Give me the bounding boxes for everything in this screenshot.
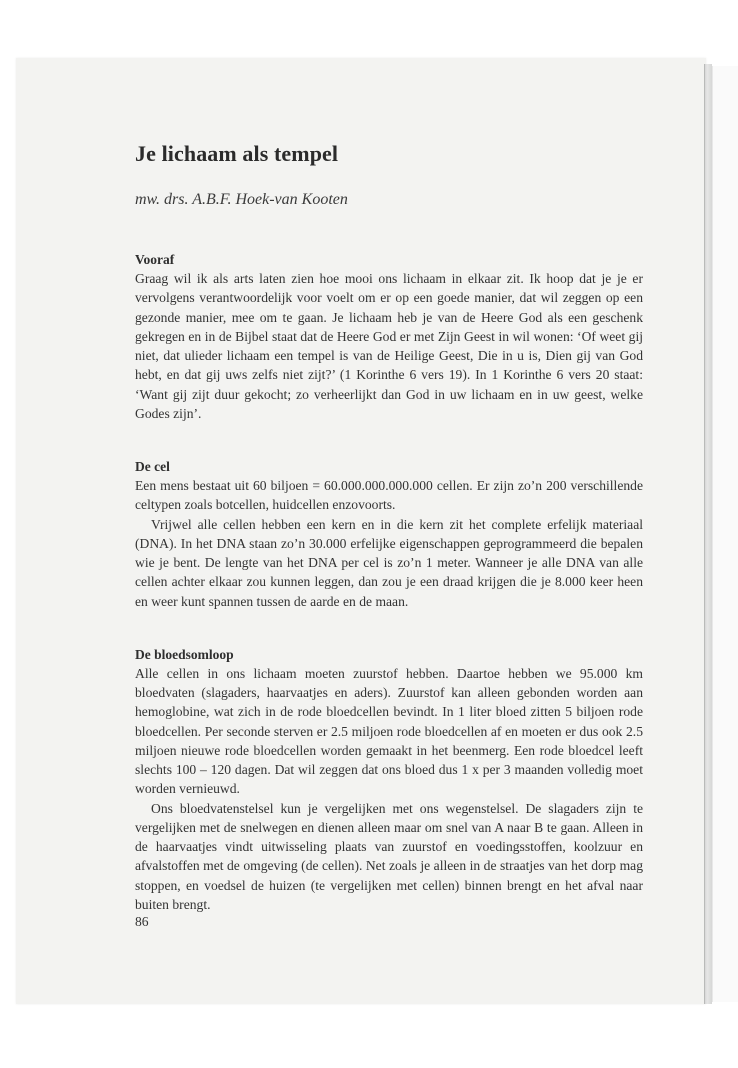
article-author: mw. drs. A.B.F. Hoek-van Kooten [135, 191, 348, 208]
section-heading: De cel [135, 459, 170, 474]
article-title: Je lichaam als tempel [135, 141, 339, 166]
section-paragraph: Vrijwel alle cellen hebben een kern en in die kern zit het complete erfelijk materiaal (DNA). In het DNA staan zo’n 30.000 erfelijke eigenschappen geprogrammeerd die bepalen wie je bent. De lengte van het DNA per cel is zo’n 1 meter. Wanneer je alle DNA van alle cellen achter elkaar zou kunnen leggen, dan zou je een draad krijgen die je 8.000 keer heen en weer kunt spannen tussen de aarde en de maan. [135, 516, 643, 609]
page-gutter-edge [704, 64, 712, 1004]
article-body [135, 140, 643, 914]
section-paragraph: Graag wil ik als arts laten zien hoe mooi ons lichaam in elkaar zit. Ik hoop dat je je er vervolgens verantwoordelijk voor voelt om er op een goede manier, dat wil zeggen op een gezonde manier, mee om te gaan. Je lichaam heb je van de Heere God als een geschenk gekregen en in de Bijbel staat dat de Heere God er met Zijn Geest in wil wonen: ‘Of weet gij niet, dat ulieder lichaam een tempel is van de Heilige Geest, Die in u is, Dien gij van God hebt, en dat gij uws zelfs niet zijt?’ (1 Korinthe 6 vers 19). In 1 Korinthe 6 vers 20 staat: ‘Want gij zijt duur gekocht; zo verheerlijkt dan God in uw lichaam en in uw geest, welke Godes zijn’. [135, 271, 643, 421]
section-heading: De bloedsomloop [135, 646, 234, 662]
section-heading: Vooraf [135, 252, 175, 267]
section-vooraf [135, 250, 643, 423]
page-number: 86 [135, 914, 149, 929]
section-paragraph: Ons bloedvatenstelsel kun je vergelijken met ons wegenstelsel. De slagaders zijn te vergelijken met de snelwegen en dienen alleen maar om snel van A naar B te gaan. Alleen in de haarvaatjes vindt uitwisseling plaats van zuurstof en voedingsstoffen, koolzuur en afvalstoffen met de omgeving (de cellen). Net zoals je alleen in de straatjes van het dorp mag stoppen, en voedsel de huizen (te vergelijken met cellen) binnen brengt en het afval naar buiten brengt. [135, 800, 643, 912]
next-page-edge [712, 66, 738, 1002]
section-de-cel [135, 457, 643, 611]
section-de-bloedsomloop [135, 645, 643, 914]
section-paragraph: Een mens bestaat uit 60 biljoen = 60.000.000.000.000 cellen. Er zijn zo’n 200 verschillende celtypen zoals botcellen, huidcellen enzovoorts. [135, 478, 643, 513]
section-paragraph: Alle cellen in ons lichaam moeten zuurstof hebben. Daartoe hebben we 95.000 km bloedvaten (slagaders, haarvaatjes en aders). Zuurstof kan alleen gebonden worden aan hemoglobine, wat zich in de rode bloedcellen bevindt. In 1 liter bloed zitten 5 biljoen rode bloedcellen. Per seconde sterven er 2.5 miljoen rode bloedcellen af en moeten er dus ook 2.5 miljoen nieuwe rode bloedcellen worden gemaakt in het beenmerg. Een rode bloedcel leeft slechts 100 – 120 dagen. Dat wil zeggen dat ons bloed dus 1 x per 3 maanden volledig moet worden vernieuwd. [135, 665, 643, 797]
